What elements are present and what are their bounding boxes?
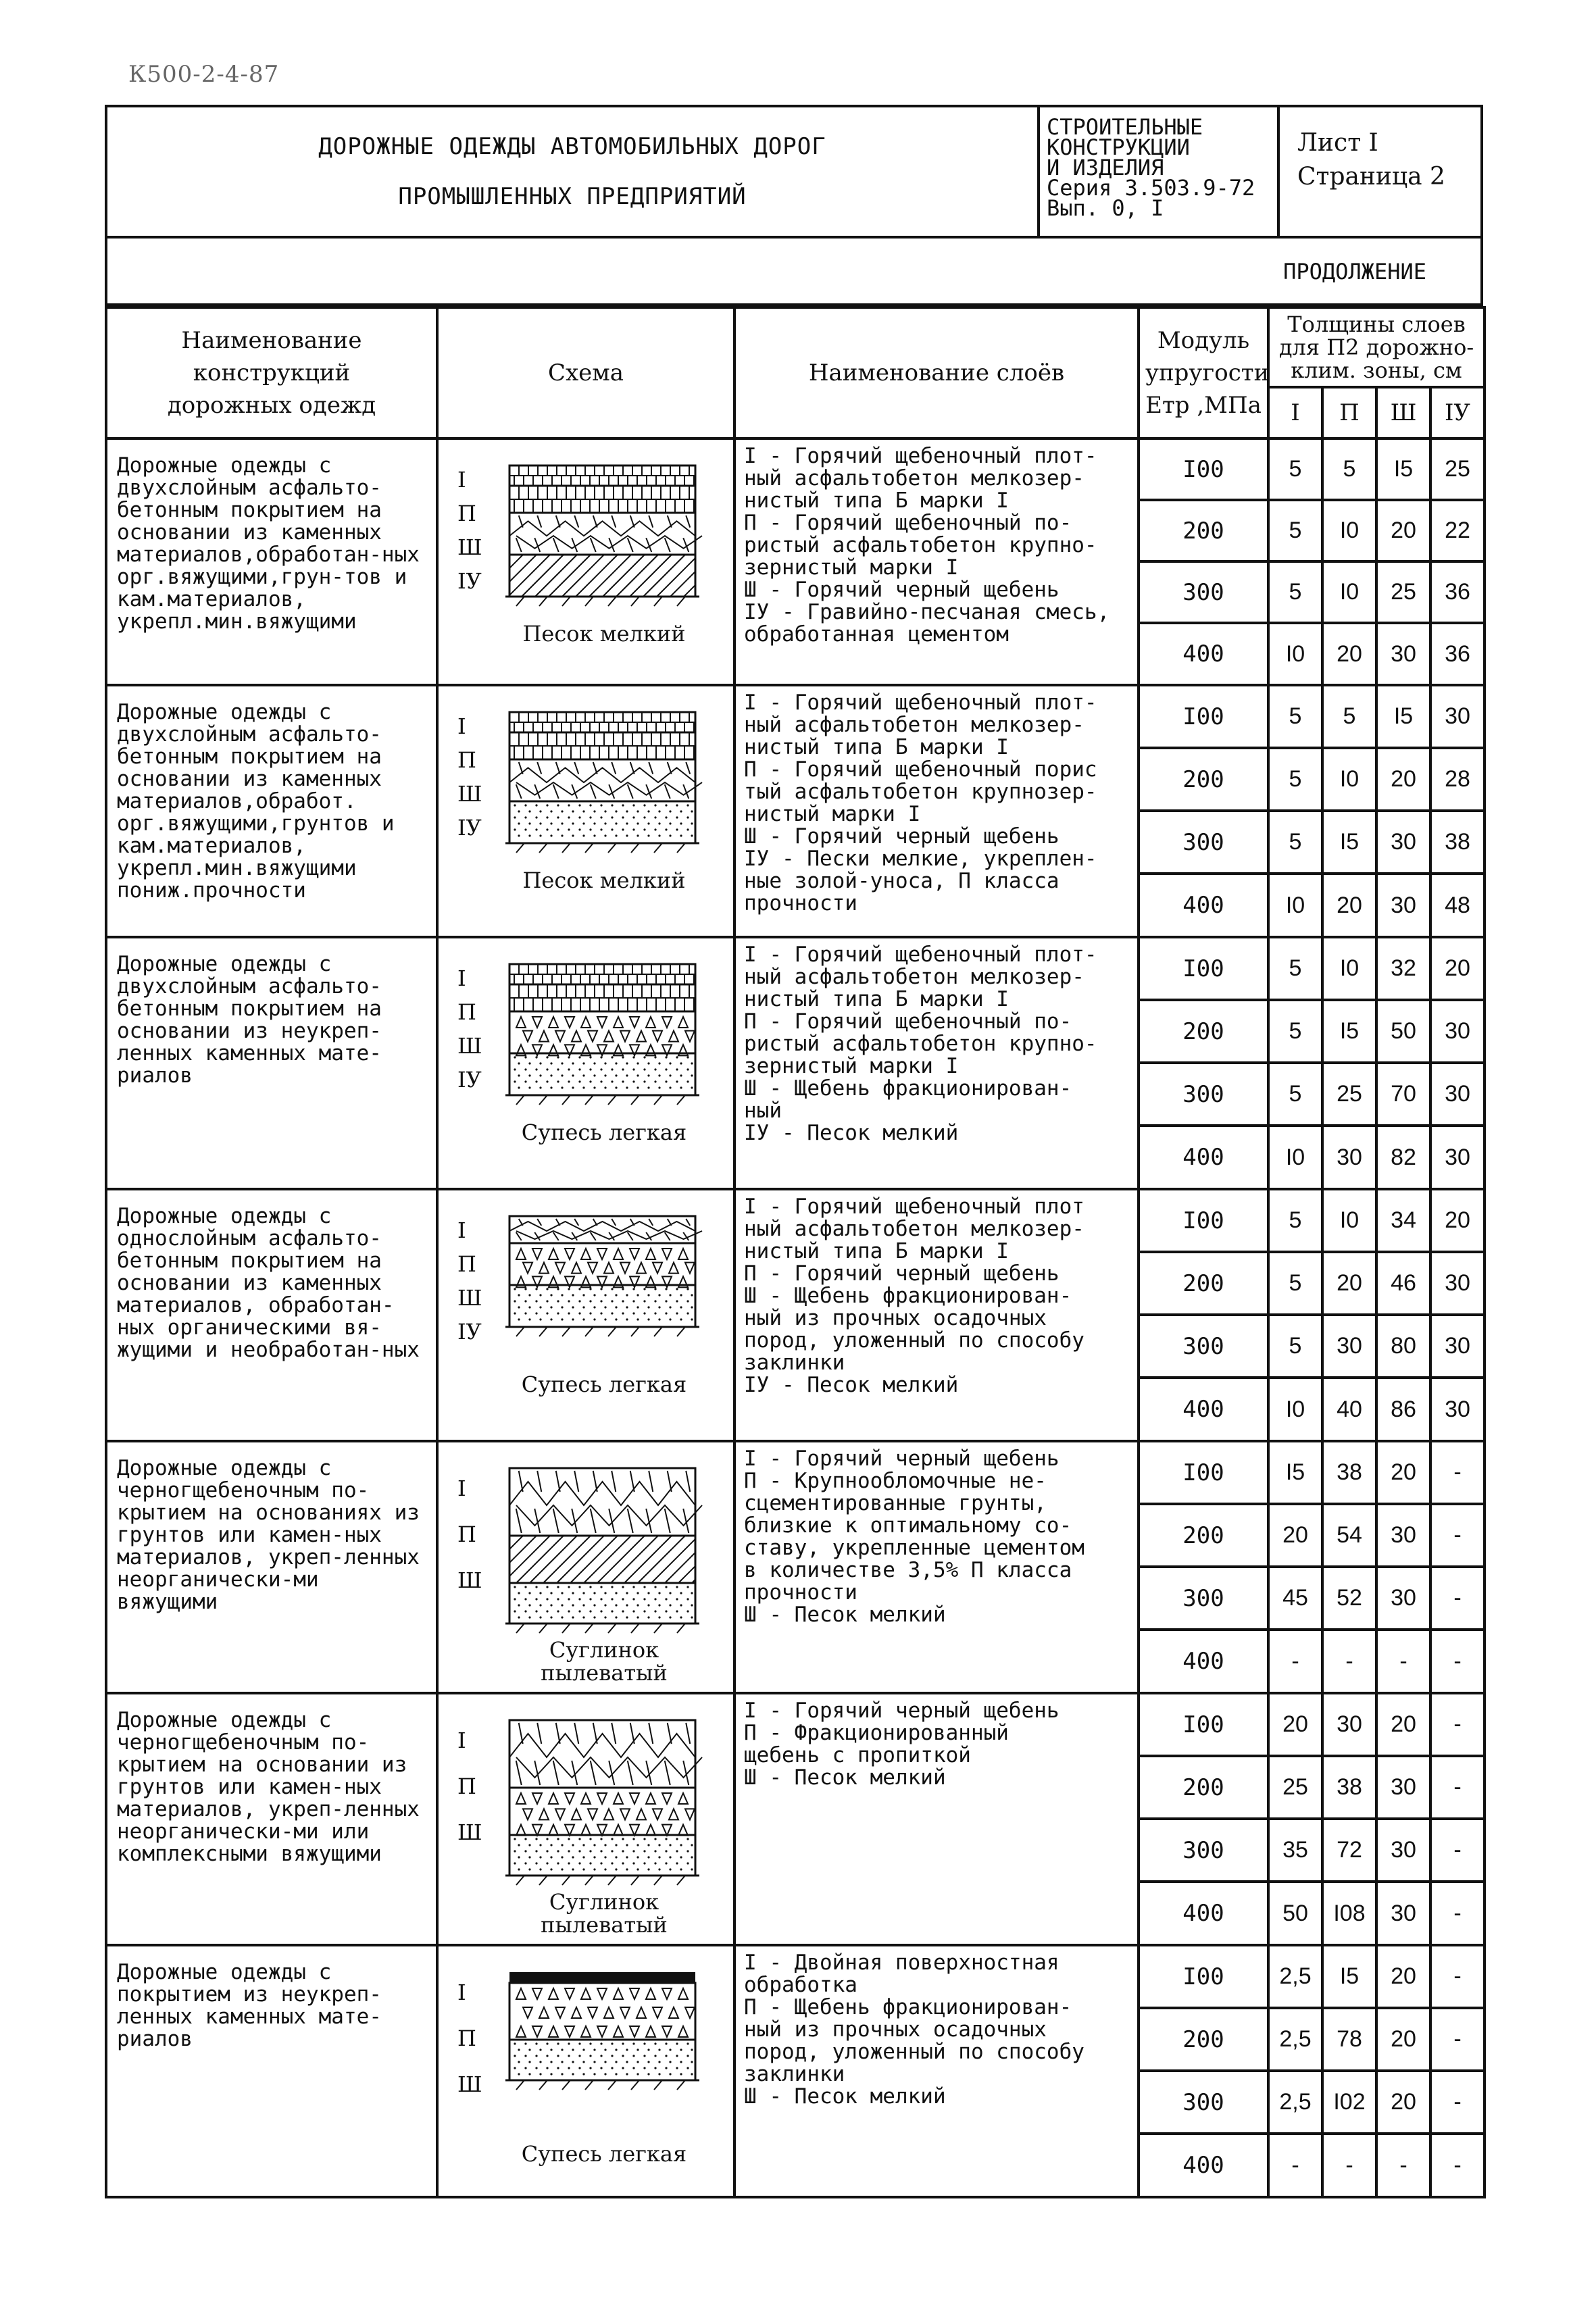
thickness-value: 38 [1322, 1756, 1376, 1819]
modulus-value: 300 [1139, 561, 1268, 623]
thickness-value: 25 [1376, 561, 1430, 623]
thickness-value: 2,5 [1268, 1945, 1322, 2008]
scheme-layer-label: Ш [457, 1819, 482, 1845]
thickness-value: 50 [1376, 1000, 1430, 1063]
thickness-value: I5 [1322, 1945, 1376, 2008]
thickness-value: 48 [1430, 874, 1485, 937]
scheme-layer-label: I [457, 965, 466, 991]
thickness-value: 30 [1430, 685, 1485, 748]
modulus-value: 400 [1139, 1378, 1268, 1441]
scheme-layer-label: IУ [457, 1319, 482, 1344]
scheme-layer-label: П [457, 747, 476, 773]
thickness-value: 80 [1376, 1315, 1430, 1378]
thickness-value: 20 [1268, 1504, 1322, 1567]
thickness-value: 28 [1430, 748, 1485, 811]
thickness-value: 34 [1376, 1189, 1430, 1252]
thickness-value: - [1430, 2134, 1485, 2197]
thickness-value: 38 [1430, 811, 1485, 874]
scheme-layer-label: IУ [457, 815, 482, 840]
table-row [106, 1693, 1485, 1756]
subgrade-label: Супесь легкая [521, 1120, 687, 1145]
scheme-layer-label: IУ [457, 568, 482, 594]
thickness-value: - [1322, 1630, 1376, 1693]
thickness-value: - [1430, 1693, 1485, 1756]
thickness-value: 30 [1322, 1693, 1376, 1756]
construction-name: Дорожные одежды с однослойным асфальто-бетонным покрытием на основании из каменных материалов, обработан-ных органическими вя-жущими и необработан-ных [106, 1189, 437, 1441]
thickness-value: 25 [1268, 1756, 1322, 1819]
thickness-value: 45 [1268, 1567, 1322, 1630]
thickness-value: 20 [1376, 748, 1430, 811]
thickness-value: 30 [1376, 811, 1430, 874]
header-layer-col: П [1322, 387, 1376, 438]
thickness-value: 25 [1430, 438, 1485, 500]
scheme-cell [437, 1441, 734, 1693]
scheme-layer-labels [457, 1213, 482, 1349]
thickness-value: - [1430, 1441, 1485, 1504]
thickness-value: 5 [1268, 438, 1322, 500]
layers-description: I - Горячий щебеночный плот- ный асфальтобетон мелкозер- нистый типа Б марки I П - Горячий щебеночный по- ристый асфальтобетон крупно- зернистый марки I Ш - Щебень фракционирован- ный IУ - Песок мелкий [734, 937, 1139, 1189]
title-line-2: ПРОМЫШЛЕННЫХ ПРЕДПРИЯТИЙ [398, 183, 747, 210]
thickness-value: I5 [1322, 811, 1376, 874]
subgrade-label: Песок мелкий [522, 867, 686, 893]
thickness-value: 50 [1268, 1882, 1322, 1945]
thickness-value: I5 [1322, 1000, 1376, 1063]
thickness-value: 5 [1322, 438, 1376, 500]
thickness-value: 30 [1322, 1315, 1376, 1378]
title-line-1: ДОРОЖНЫЕ ОДЕЖДЫ АВТОМОБИЛЬНЫХ ДОРОГ [318, 133, 826, 160]
thickness-value: I0 [1322, 500, 1376, 561]
scheme-layer-label: I [457, 467, 466, 493]
thickness-value: - [1322, 2134, 1376, 2197]
header-layers: Наименование слоёв [734, 307, 1139, 438]
scheme-layer-label: Ш [457, 2071, 482, 2097]
scheme-layer-label: П [457, 2026, 476, 2051]
thickness-value: I0 [1268, 1126, 1322, 1189]
thickness-value: - [1430, 2008, 1485, 2071]
thickness-value: 20 [1376, 1945, 1430, 2008]
header-thickness: Толщины слоев для П2 дорожно-клим. зоны, см [1268, 307, 1485, 387]
thickness-value: I0 [1322, 748, 1376, 811]
thickness-value: - [1430, 1945, 1485, 2008]
series-line: Вып. 0, I [1047, 195, 1164, 221]
thickness-value: 36 [1430, 561, 1485, 623]
modulus-value: 300 [1139, 1063, 1268, 1126]
thickness-value: 30 [1430, 1315, 1485, 1378]
scheme-drawing [439, 1442, 730, 1645]
layers-description: I - Горячий щебеночный плот- ный асфальтобетон мелкозер- нистый типа Б марки I П - Горячий щебеночный по- ристый асфальтобетон крупно- зернистый марки I Ш - Горячий черный щебень IУ - Гравийно-песчаная смесь, обработанная цементом [734, 438, 1139, 685]
thickness-value: 36 [1430, 623, 1485, 685]
header-layer-col: IУ [1430, 387, 1485, 438]
thickness-value: 30 [1376, 874, 1430, 937]
document-title [107, 107, 1040, 236]
series-line: КОНСТРУКЦИИ [1047, 134, 1190, 160]
modulus-value: 400 [1139, 1882, 1268, 1945]
scheme-cell [437, 438, 734, 685]
series-info [1040, 107, 1280, 236]
scheme-layer-label: Ш [457, 1285, 482, 1311]
scheme-layer-label: I [457, 1217, 466, 1243]
thickness-value: 20 [1376, 1441, 1430, 1504]
scheme-cell [437, 685, 734, 937]
thickness-value: 5 [1268, 561, 1322, 623]
scheme-layer-label: I [457, 1476, 466, 1501]
scheme-drawing [439, 1946, 730, 2149]
thickness-value: 5 [1322, 685, 1376, 748]
thickness-value: 46 [1376, 1252, 1430, 1315]
thickness-value: - [1430, 1567, 1485, 1630]
subgrade-label: Суглинок пылеватый [541, 1637, 668, 1686]
table-body [106, 438, 1485, 2197]
scheme-layer-label: П [457, 999, 476, 1025]
thickness-value: - [1268, 2134, 1322, 2197]
header-scheme: Схема [437, 307, 734, 438]
thickness-value: - [1376, 1630, 1430, 1693]
scheme-cell [437, 1945, 734, 2197]
thickness-value: 5 [1268, 1252, 1322, 1315]
thickness-value: 38 [1322, 1441, 1376, 1504]
thickness-value: 2,5 [1268, 2071, 1322, 2134]
modulus-value: I00 [1139, 1693, 1268, 1756]
thickness-value: 30 [1376, 623, 1430, 685]
thickness-value: 5 [1268, 685, 1322, 748]
thickness-value: 20 [1322, 874, 1376, 937]
thickness-value: 82 [1376, 1126, 1430, 1189]
modulus-value: 200 [1139, 1252, 1268, 1315]
scheme-layer-labels [457, 1717, 482, 1855]
scheme-layer-label: Ш [457, 1033, 482, 1059]
scheme-layer-label: П [457, 1251, 476, 1277]
modulus-value: 400 [1139, 2134, 1268, 2197]
thickness-value: I5 [1376, 685, 1430, 748]
construction-name: Дорожные одежды с черногщебеночным по-крытием на основании из грунтов или камен-ных материалов, укреп-ленных неорганически-ми или комплексными вяжущими [106, 1693, 437, 1945]
sheet-info [1280, 107, 1486, 236]
scheme-layer-label: П [457, 501, 476, 526]
series-line: И ИЗДЕЛИЯ [1047, 155, 1164, 180]
header-construction: Наименование конструкций дорожных одежд [106, 307, 437, 438]
sheet-number: Лист I [1297, 129, 1378, 157]
thickness-value: I08 [1322, 1882, 1376, 1945]
table-row [106, 1441, 1485, 1504]
thickness-value: 72 [1322, 1819, 1376, 1882]
scheme-layer-label: Ш [457, 534, 482, 560]
pavement-table [105, 306, 1486, 2198]
thickness-value: I0 [1268, 874, 1322, 937]
modulus-value: I00 [1139, 685, 1268, 748]
thickness-value: I0 [1322, 561, 1376, 623]
thickness-value: 5 [1268, 500, 1322, 561]
thickness-value: 30 [1430, 1378, 1485, 1441]
thickness-value: 20 [1376, 500, 1430, 561]
scheme-drawing [439, 1694, 730, 1897]
modulus-value: 400 [1139, 623, 1268, 685]
scheme-drawing [439, 938, 730, 1141]
thickness-value: 5 [1268, 1189, 1322, 1252]
layers-description: I - Горячий черный щебень П - Фракционированный щебень с пропиткой Ш - Песок мелкий [734, 1693, 1139, 1945]
series-line: СТРОИТЕЛЬНЫЕ [1047, 114, 1203, 140]
thickness-value: 20 [1322, 623, 1376, 685]
scheme-layer-label: П [457, 1774, 476, 1799]
scheme-layer-label: Ш [457, 1567, 482, 1593]
modulus-value: I00 [1139, 1189, 1268, 1252]
subgrade-label: Супесь легкая [521, 2141, 687, 2167]
modulus-value: 400 [1139, 1126, 1268, 1189]
thickness-value: 30 [1322, 1126, 1376, 1189]
thickness-value: I0 [1268, 1378, 1322, 1441]
thickness-value: 20 [1376, 1693, 1430, 1756]
header-modulus: Модуль упругости Eтр ,МПа [1139, 307, 1268, 438]
thickness-value: 20 [1430, 1189, 1485, 1252]
scheme-cell [437, 1693, 734, 1945]
thickness-value: - [1430, 1882, 1485, 1945]
page-number: Страница 2 [1297, 163, 1445, 191]
scheme-layer-labels [457, 709, 482, 845]
modulus-value: I00 [1139, 1441, 1268, 1504]
layers-description: I - Горячий щебеночный плот ный асфальтобетон мелкозер- нистый типа Б марки I П - Горячий черный щебень Ш - Щебень фракционирован- ный из прочных осадочных пород, уложенный по способу заклинки IУ - Песок мелкий [734, 1189, 1139, 1441]
modulus-value: 200 [1139, 1000, 1268, 1063]
thickness-value: 30 [1376, 1504, 1430, 1567]
scheme-layer-label: I [457, 1728, 466, 1753]
thickness-value: - [1430, 1504, 1485, 1567]
table-row [106, 685, 1485, 748]
layers-description: I - Горячий черный щебень П - Крупнообломочные не- сцементированные грунты, близкие к оптимальному со- ставу, укрепленные цементом в количестве 3,5% П класса прочности Ш - Песок мелкий [734, 1441, 1139, 1693]
thickness-value: 5 [1268, 748, 1322, 811]
scheme-layer-label: I [457, 713, 466, 739]
thickness-value: 25 [1322, 1063, 1376, 1126]
thickness-value: 30 [1376, 1882, 1430, 1945]
scheme-layer-label: IУ [457, 1067, 482, 1092]
thickness-value: 54 [1322, 1504, 1376, 1567]
scheme-layer-label: П [457, 1521, 476, 1547]
header-layer-col: I [1268, 387, 1322, 438]
subgrade-label: Песок мелкий [522, 621, 686, 647]
scheme-layer-labels [457, 463, 482, 598]
modulus-value: I00 [1139, 937, 1268, 1000]
thickness-value: 52 [1322, 1567, 1376, 1630]
thickness-value: 32 [1376, 937, 1430, 1000]
thickness-value: 5 [1268, 1000, 1322, 1063]
thickness-value: 20 [1376, 2008, 1430, 2071]
thickness-value: 40 [1322, 1378, 1376, 1441]
thickness-value: 2,5 [1268, 2008, 1322, 2071]
table-row [106, 937, 1485, 1000]
scheme-drawing [439, 440, 730, 647]
construction-name: Дорожные одежды с двухслойным асфальто-бетонным покрытием на основании из неукреп-ленных каменных мате-риалов [106, 937, 437, 1189]
scheme-cell [437, 1189, 734, 1441]
thickness-value: 78 [1322, 2008, 1376, 2071]
thickness-value: 5 [1268, 1315, 1322, 1378]
scheme-drawing [439, 686, 730, 889]
modulus-value: 300 [1139, 1315, 1268, 1378]
scheme-layer-labels [457, 1465, 482, 1603]
modulus-value: 400 [1139, 874, 1268, 937]
construction-name: Дорожные одежды с покрытием из неукреп-ленных каменных мате-риалов [106, 1945, 437, 2197]
layers-description: I - Двойная поверхностная обработка П - Щебень фракционирован- ный из прочных осадочных пород, уложенный по способу заклинки Ш - Песок мелкий [734, 1945, 1139, 2197]
thickness-value: I5 [1376, 438, 1430, 500]
modulus-value: 200 [1139, 500, 1268, 561]
thickness-value: 30 [1376, 1756, 1430, 1819]
thickness-value: 30 [1430, 1000, 1485, 1063]
layers-description: I - Горячий щебеночный плот- ный асфальтобетон мелкозер- нистый типа Б марки I П - Горячий щебеночный порис тый асфальтобетон крупнозер- нистый марки I Ш - Горячий черный щебень IУ - Пески мелкие, укреплен- ные золой-уноса, П класса прочности [734, 685, 1139, 937]
modulus-value: 300 [1139, 1567, 1268, 1630]
subgrade-label: Супесь легкая [521, 1372, 687, 1397]
modulus-value: 200 [1139, 1504, 1268, 1567]
construction-name: Дорожные одежды с черногщебеночным по-крытием на основаниях из грунтов или камен-ных материалов, укреп-ленных неорганически-ми вяжущими [106, 1441, 437, 1693]
title-block [105, 105, 1483, 238]
thickness-value: I02 [1322, 2071, 1376, 2134]
scheme-layer-labels [457, 961, 482, 1097]
thickness-value: I0 [1322, 937, 1376, 1000]
thickness-value: I0 [1268, 623, 1322, 685]
modulus-value: 200 [1139, 2008, 1268, 2071]
thickness-value: 5 [1268, 811, 1322, 874]
scheme-layer-label: I [457, 1980, 466, 2005]
thickness-value: 86 [1376, 1378, 1430, 1441]
thickness-value: - [1430, 1630, 1485, 1693]
scheme-drawing [439, 1190, 730, 1393]
thickness-value: I0 [1322, 1189, 1376, 1252]
construction-name: Дорожные одежды с двухслойным асфальто-бетонным покрытием на основании из каменных материалов,обработ. орг.вяжущими,грунтов и кам.материалов, укрепл.мин.вяжущими пониж.прочности [106, 685, 437, 937]
thickness-value: 30 [1376, 1567, 1430, 1630]
subgrade-label: Суглинок пылеватый [541, 1889, 668, 1938]
modulus-value: 400 [1139, 1630, 1268, 1693]
thickness-value: 20 [1322, 1252, 1376, 1315]
header-layer-col: Ш [1376, 387, 1430, 438]
thickness-value: 20 [1430, 937, 1485, 1000]
thickness-value: 20 [1268, 1693, 1322, 1756]
modulus-value: 200 [1139, 1756, 1268, 1819]
thickness-value: 35 [1268, 1819, 1322, 1882]
thickness-value: 5 [1268, 937, 1322, 1000]
thickness-value: - [1268, 1630, 1322, 1693]
document-code: К500-2-4-87 [128, 61, 280, 88]
modulus-value: 300 [1139, 1819, 1268, 1882]
table-row [106, 438, 1485, 500]
thickness-value: 30 [1430, 1063, 1485, 1126]
thickness-value: - [1430, 2071, 1485, 2134]
thickness-value: 20 [1376, 2071, 1430, 2134]
scheme-cell [437, 937, 734, 1189]
construction-name: Дорожные одежды с двухслойным асфальто-бетонным покрытием на основании из каменных материалов,обработан-ных орг.вяжущими,грун-тов и кам.материалов, укрепл.мин.вяжущими [106, 438, 437, 685]
thickness-value: 5 [1268, 1063, 1322, 1126]
series-line: Серия 3.503.9-72 [1047, 175, 1255, 201]
table-row [106, 1945, 1485, 2008]
thickness-value: - [1430, 1819, 1485, 1882]
modulus-value: 200 [1139, 748, 1268, 811]
thickness-value: - [1430, 1756, 1485, 1819]
thickness-value: 70 [1376, 1063, 1430, 1126]
modulus-value: 300 [1139, 2071, 1268, 2134]
modulus-value: 300 [1139, 811, 1268, 874]
scheme-layer-label: Ш [457, 781, 482, 807]
scheme-layer-labels [457, 1969, 482, 2107]
thickness-value: 30 [1430, 1126, 1485, 1189]
modulus-value: I00 [1139, 438, 1268, 500]
continuation-label: ПРОДОЛЖЕНИЕ [105, 238, 1483, 306]
thickness-value: 30 [1376, 1819, 1430, 1882]
thickness-value: I5 [1268, 1441, 1322, 1504]
modulus-value: I00 [1139, 1945, 1268, 2008]
thickness-value: 30 [1430, 1252, 1485, 1315]
thickness-value: - [1376, 2134, 1430, 2197]
thickness-value: 22 [1430, 500, 1485, 561]
table-row [106, 1189, 1485, 1252]
